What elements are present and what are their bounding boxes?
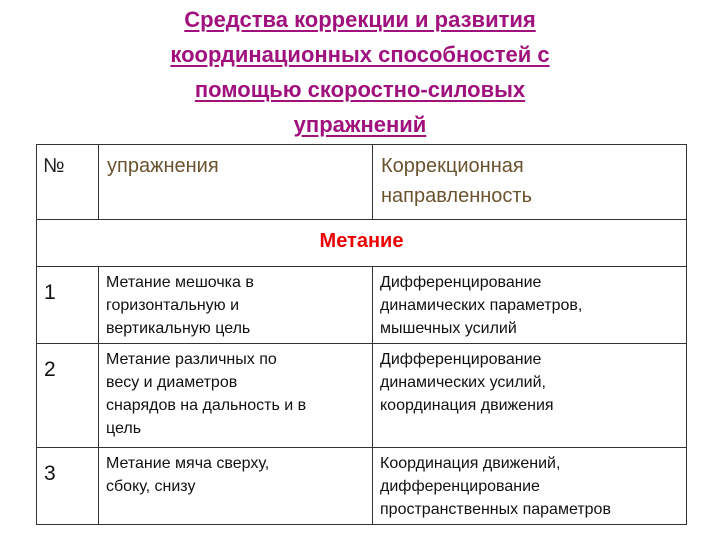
title-line-4: упражнений (293, 112, 427, 137)
direction-line: динамических усилий, (380, 374, 546, 391)
header-direction-line-1: Коррекционная (381, 155, 524, 177)
row-exercise-cell (99, 267, 373, 344)
row-number-cell (37, 267, 99, 344)
row-number: 1 (44, 281, 56, 304)
header-direction-line-2: направленность (381, 185, 532, 207)
row-direction-cell (373, 448, 687, 525)
title-line-1: Средства коррекции и развития (184, 7, 536, 32)
exercise-line: снарядов на дальность и в (106, 397, 307, 414)
section-cell (37, 220, 687, 267)
row-number-cell (37, 448, 99, 525)
direction-line: пространственных параметров (380, 501, 611, 518)
direction-line: дифференцирование (380, 478, 540, 495)
table-row (37, 448, 687, 525)
exercise-line: Метание мяча сверху, (106, 455, 270, 472)
exercise-table (36, 144, 687, 525)
row-exercise (99, 344, 372, 440)
header-number-cell (37, 145, 99, 220)
row-exercise (99, 267, 372, 340)
header-number: № (43, 155, 65, 177)
section-row (37, 220, 687, 267)
direction-line: Координация движений, (380, 455, 561, 472)
exercise-line: весу и диаметров (106, 374, 238, 391)
row-number: 2 (44, 358, 56, 381)
row-direction (373, 344, 686, 417)
direction-line: координация движения (380, 397, 554, 414)
exercise-line: цель (106, 420, 142, 437)
exercise-line: Метание различных по (106, 351, 277, 368)
title-line-3: помощью скоростно-силовых (194, 77, 526, 102)
row-number-cell (37, 344, 99, 448)
table-header-row (37, 145, 687, 220)
slide-title (40, 2, 680, 142)
row-direction-cell (373, 344, 687, 448)
row-exercise-cell (99, 448, 373, 525)
table-row (37, 344, 687, 448)
direction-line: Дифференцирование (380, 351, 542, 368)
table-row (37, 267, 687, 344)
exercise-line: Метание мешочка в (106, 274, 254, 291)
row-number: 3 (44, 462, 56, 485)
header-direction-cell (373, 145, 687, 220)
direction-line: динамических параметров, (380, 297, 583, 314)
row-direction (373, 267, 686, 340)
section-label: Метание (319, 230, 404, 252)
header-exercise-cell (99, 145, 373, 220)
row-exercise-cell (99, 344, 373, 448)
header-direction (373, 145, 686, 211)
direction-line: Дифференцирование (380, 274, 542, 291)
row-direction (373, 448, 686, 521)
exercise-line: горизонтальную и (106, 297, 240, 314)
direction-line: мышечных усилий (380, 320, 517, 337)
exercise-line: вертикальную цель (106, 320, 251, 337)
title-line-2: координационных способностей с (170, 42, 550, 67)
header-exercise: упражнения (107, 155, 219, 177)
row-exercise (99, 448, 372, 498)
row-direction-cell (373, 267, 687, 344)
exercise-line: сбоку, снизу (106, 478, 196, 495)
